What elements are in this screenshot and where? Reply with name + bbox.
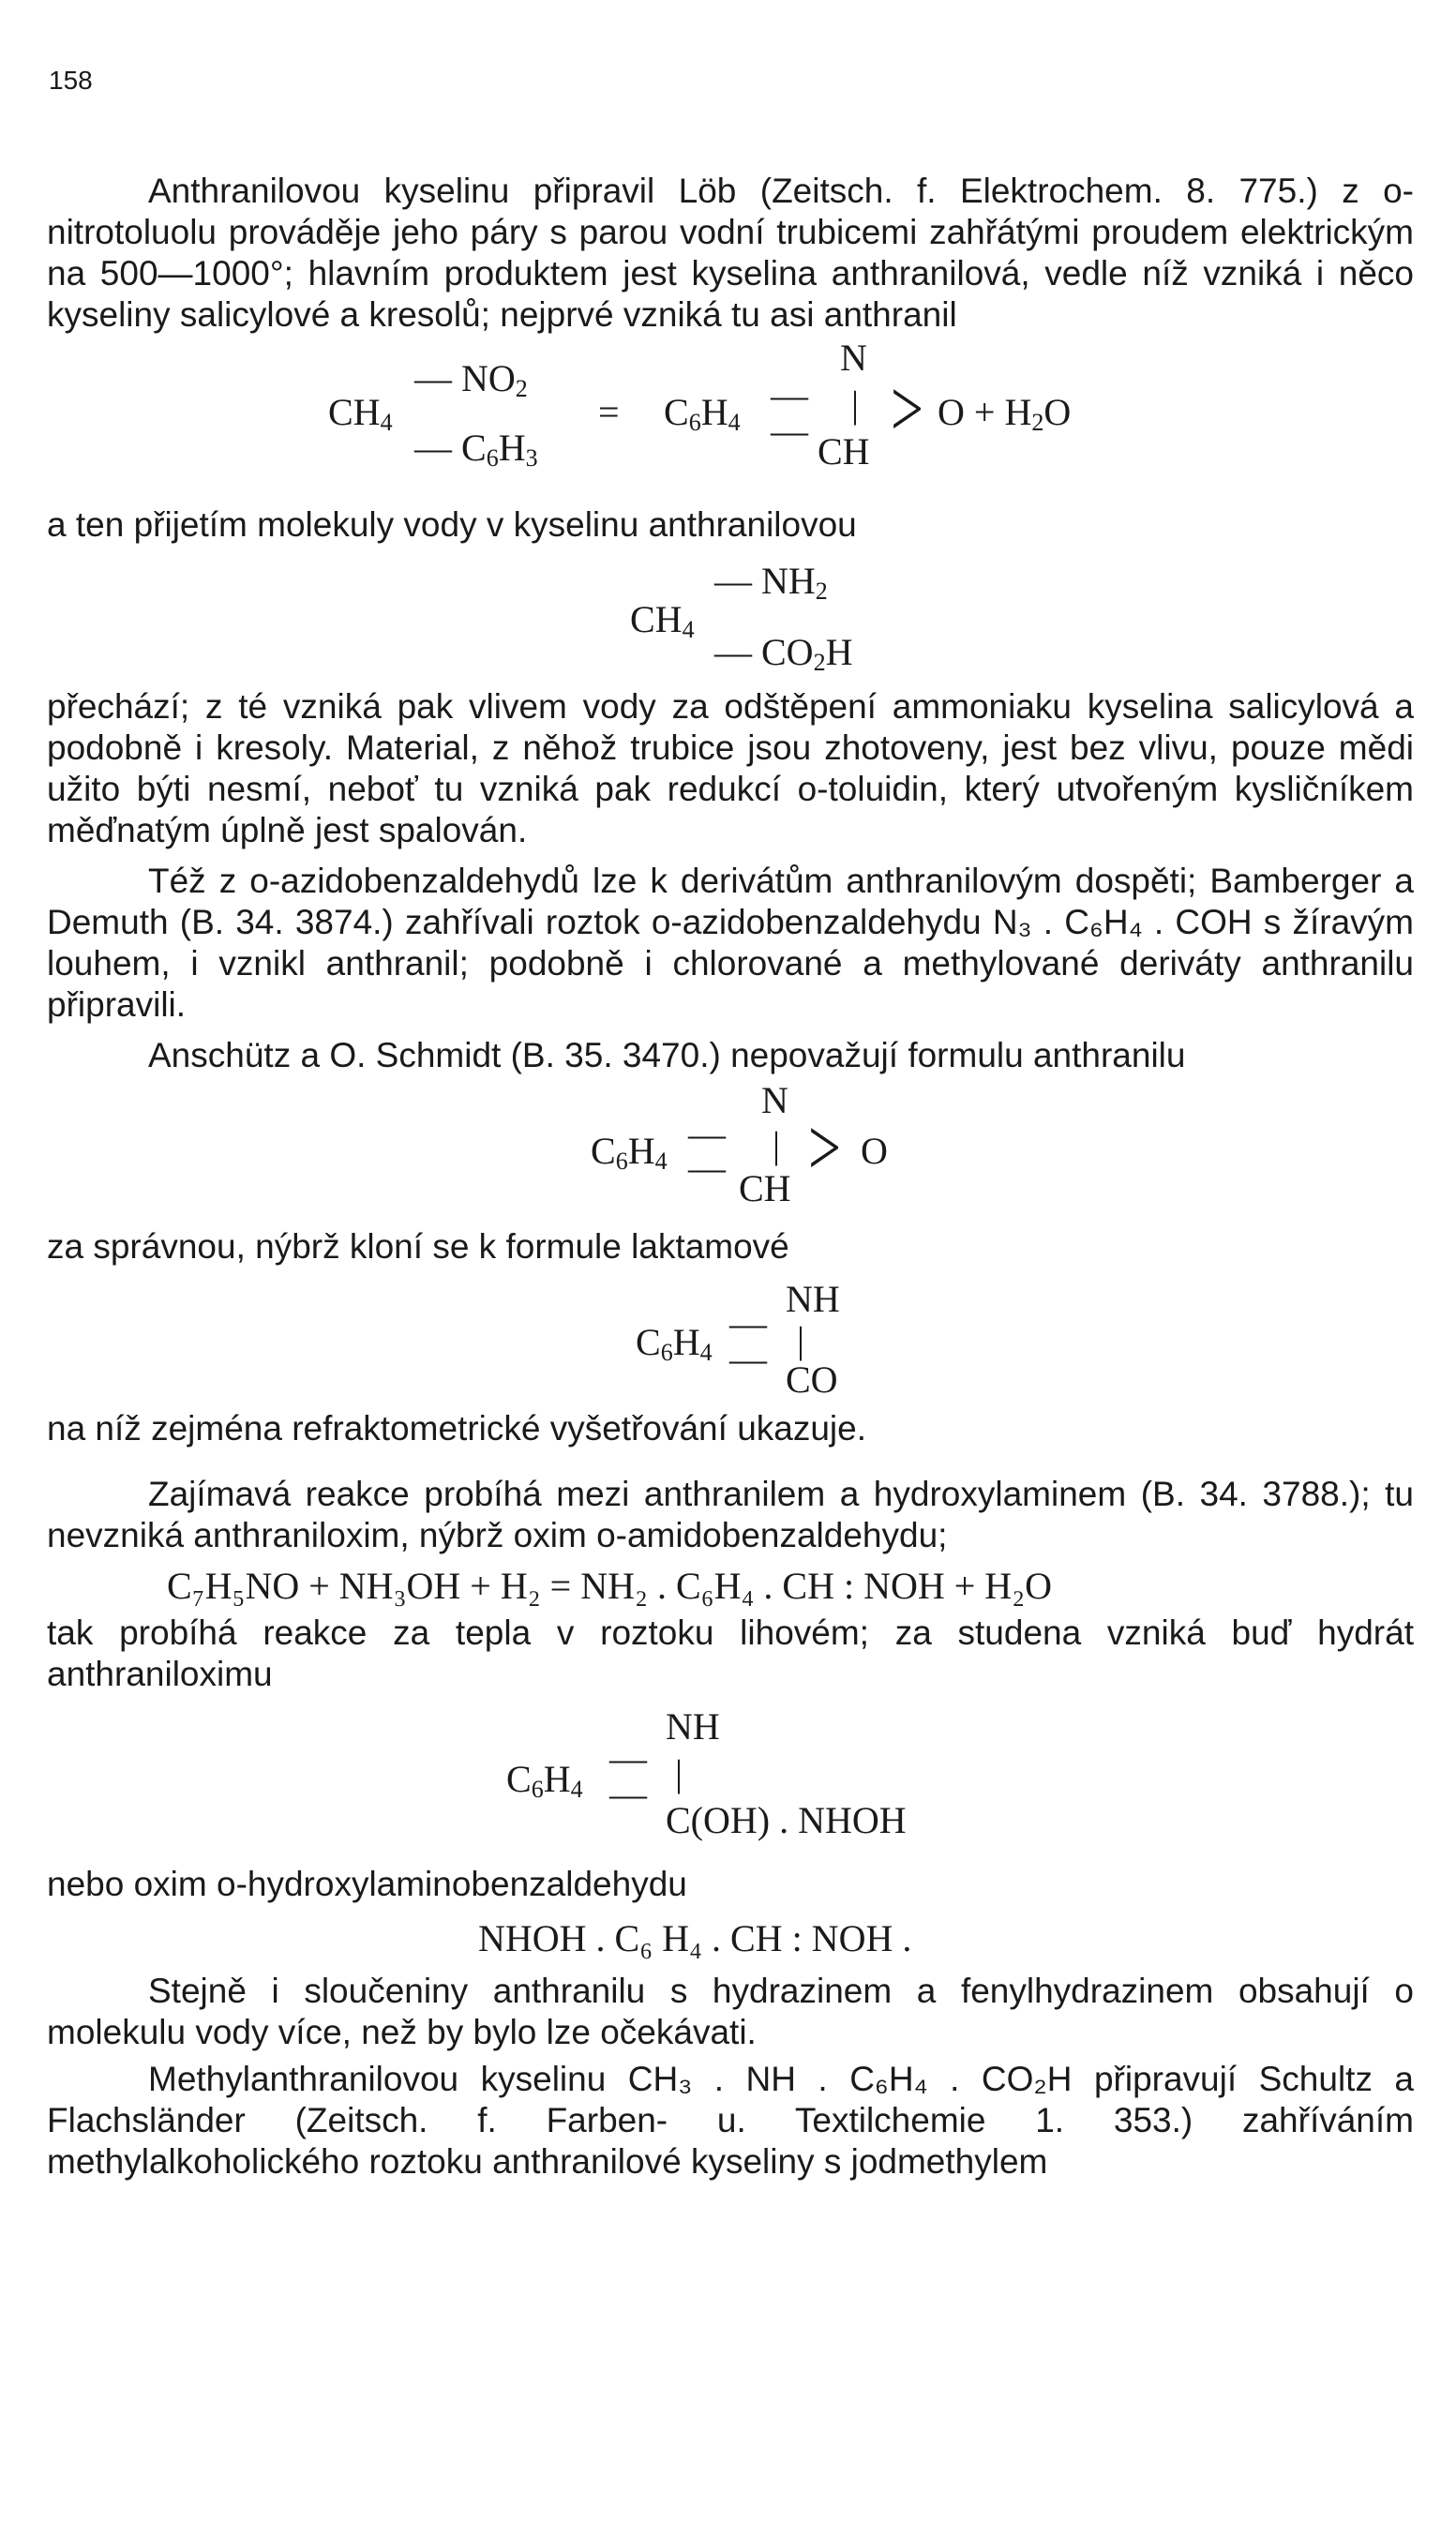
paragraph: tak probíhá reakce za tepla v roztoku lihovém; za studena vzniká buď hydrát anthraniloximu	[47, 1613, 1414, 1693]
formula-text: — $CO_2H$	[714, 631, 853, 676]
formula-text: CH	[818, 430, 870, 473]
formula-text: =	[598, 391, 620, 433]
formula-text: —	[729, 1338, 767, 1380]
paragraph: nebo oxim o-hydroxylaminobenzaldehydu	[47, 1865, 687, 1903]
formula-text: —	[609, 1773, 647, 1815]
formula-text: —	[729, 1302, 767, 1344]
formula-anthranil-formation	[47, 336, 1414, 504]
page-number: 158	[49, 66, 93, 95]
formula-anthranilic-acid	[47, 546, 1414, 686]
formula-text: |	[675, 1752, 683, 1794]
formula-text: —	[688, 1147, 726, 1189]
formula-text: $C_6H_4$	[636, 1321, 713, 1366]
formula-text: >	[808, 1103, 841, 1193]
page	[47, 66, 1416, 2503]
paragraph: Anschütz a O. Schmidt (B. 35. 3470.) nepovažují formulu anthranilu	[148, 1036, 1186, 1074]
formula-text: |	[797, 1319, 805, 1361]
formula-text: $CH_4$	[328, 391, 393, 436]
formula-text: O	[861, 1130, 888, 1172]
paragraph: za správnou, nýbrž kloní se k formule laktamové	[47, 1227, 789, 1266]
formula-hydroxylamino	[47, 1905, 1414, 1971]
formula-text: $O + H_2O$	[938, 391, 1072, 436]
formula-anthranil	[47, 1076, 1414, 1226]
paragraph: Zajímavá reakce probíhá mezi anthranilem a hydroxylaminem (B. 34. 3788.); tu nevzniká anthraniloxim, nýbrž oxim o-amidobenzaldehydu;	[47, 1475, 1414, 1554]
formula-text: NHOH . C₆ H₄ . CH : NOH .	[478, 1917, 912, 1959]
paragraph: a ten přijetím molekuly vody v kyselinu anthranilovou	[47, 505, 857, 544]
formula-text: N	[761, 1079, 788, 1121]
paragraph: na níž zejména refraktometrické vyšetřování ukazuje.	[47, 1409, 866, 1448]
formula-text: $C_6H_4$	[506, 1758, 583, 1803]
formula-text: — $NO_2$	[414, 357, 528, 402]
formula-text: CO	[786, 1358, 838, 1401]
paragraph: Anthranilovou kyselinu připravil Löb (Zeitsch. f. Elektrochem. 8. 775.) z o-nitrotoluolu prováděje jeho páry s parou vodní trubicemi zahřátými proudem elektrickým na 500—1000°; hlavním produktem jest kyselina anthranilová, vedle níž vzniká i něco kyseliny salicylové a kresolů; nejprvé vzniká tu asi anthranil	[47, 172, 1414, 334]
formula-text: C₇H₅NO + NH₃OH + H₂ = NH₂ . C₆H₄ . CH : NOH + H₂O	[167, 1565, 1053, 1607]
paragraph: přechází; z té vzniká pak vlivem vody za odštěpení ammoniaku kyselina salicylová a podobně i kresoly. Material, z něhož trubice jsou zhotoveny, jest bez vlivu, pouze mědi užito býti nesmí, neboť tu vzniká pak redukcí o-toluidin, který utvořeným kysličníkem měďnatým úplně jest spalován.	[47, 687, 1414, 849]
formula-text: NH	[666, 1705, 720, 1748]
formula-text: — $NH_2$	[714, 560, 828, 605]
formula-text: $CH_4$	[630, 598, 695, 643]
formula-hydrate	[47, 1695, 1414, 1864]
formula-oxime-reaction	[47, 1556, 1414, 1613]
formula-text: >	[891, 365, 923, 455]
formula-text: CH	[739, 1167, 791, 1209]
formula-text: —	[771, 410, 808, 452]
formula-text: — $C_6H_3$	[414, 427, 538, 472]
formula-text: |	[851, 383, 860, 426]
formula-text: —	[688, 1113, 726, 1155]
formula-text: C(OH) . NHOH	[666, 1799, 907, 1841]
paragraph: Stejně i sloučeniny anthranilu s hydrazinem a fenylhydrazinem obsahují o molekulu vody více, než by bylo lze očekávati.	[47, 1972, 1414, 2051]
formula-text: —	[771, 374, 808, 416]
formula-text: —	[609, 1737, 647, 1779]
formula-text: N	[840, 337, 867, 379]
formula-text: |	[773, 1124, 781, 1166]
formula-text: $C_6H_4$	[664, 391, 741, 436]
paragraph: Methylanthranilovou kyselinu CH₃ . NH . C₆H₄ . CO₂H připravují Schultz a Flachsländer (Zeitsch. f. Farben- u. Textilchemie 1. 353.) zahříváním methylalkoholického roztoku anthranilové kyseliny s jodmethylem	[47, 2060, 1414, 2181]
body-text	[47, 171, 1414, 2183]
formula-text: NH	[786, 1278, 840, 1320]
formula-text: $C_6H_4$	[591, 1130, 668, 1175]
formula-lactam	[47, 1268, 1414, 1408]
paragraph: Též z o-azidobenzaldehydů lze k derivátům anthranilovým dospěti; Bamberger a Demuth (B. 34. 3874.) zahřívali roztok o-azidobenzaldehydu N₃ . C₆H₄ . COH s žíravým louhem, i vznikl anthranil; podobně i chlorované a methylované deriváty anthranilu připravili.	[47, 862, 1414, 1024]
